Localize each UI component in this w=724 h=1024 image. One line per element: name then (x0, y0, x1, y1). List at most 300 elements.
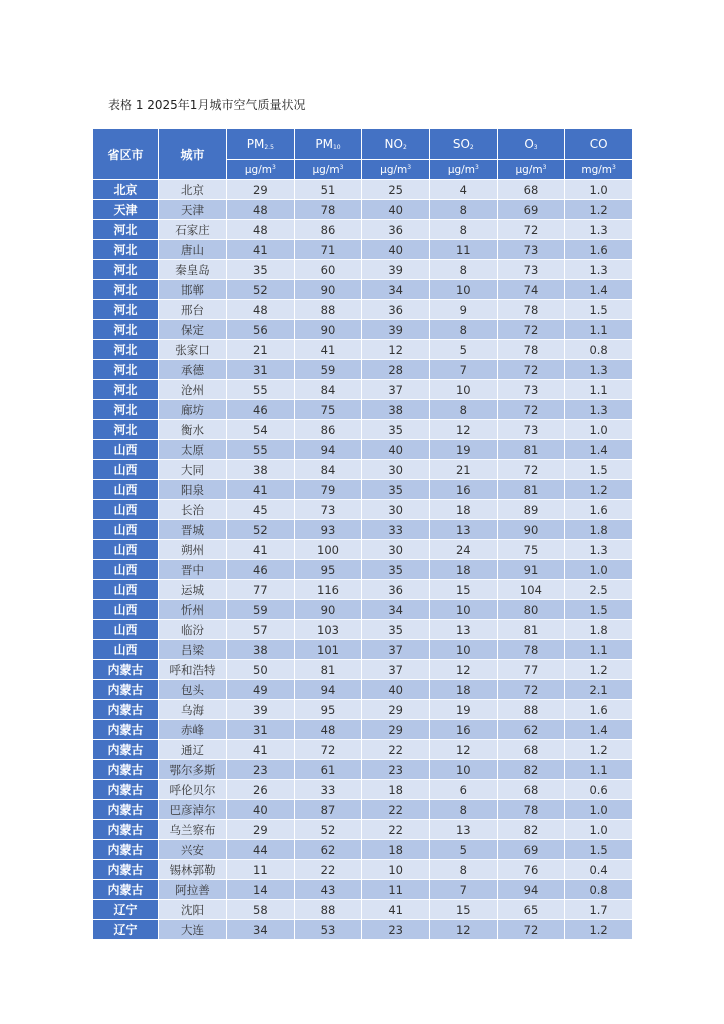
value-cell: 35 (362, 480, 430, 500)
table-row (93, 580, 633, 600)
value-cell: 41 (227, 480, 295, 500)
city-cell: 邢台 (159, 300, 227, 320)
value-cell: 35 (362, 620, 430, 640)
city-cell: 天津 (159, 200, 227, 220)
value-cell: 6 (429, 780, 497, 800)
value-cell: 75 (294, 400, 362, 420)
value-cell: 78 (497, 340, 565, 360)
value-cell: 7 (429, 360, 497, 380)
value-cell: 18 (429, 500, 497, 520)
table-row (93, 220, 633, 240)
value-cell: 1.0 (565, 820, 633, 840)
province-cell: 山西 (93, 560, 159, 580)
value-cell: 38 (227, 640, 295, 660)
value-cell: 1.5 (565, 600, 633, 620)
city-cell: 临汾 (159, 620, 227, 640)
value-cell: 25 (362, 180, 430, 200)
value-cell: 8 (429, 200, 497, 220)
value-cell: 22 (362, 820, 430, 840)
city-cell: 晋城 (159, 520, 227, 540)
value-cell: 10 (429, 640, 497, 660)
value-cell: 43 (294, 880, 362, 900)
value-cell: 82 (497, 820, 565, 840)
value-cell: 5 (429, 340, 497, 360)
city-cell: 兴安 (159, 840, 227, 860)
province-cell: 河北 (93, 220, 159, 240)
table-row (93, 280, 633, 300)
value-cell: 8 (429, 860, 497, 880)
province-cell: 河北 (93, 360, 159, 380)
value-cell: 41 (227, 240, 295, 260)
pollutant-header: $NO_2$ (362, 129, 430, 160)
value-cell: 1.2 (565, 200, 633, 220)
value-cell: 37 (362, 640, 430, 660)
value-cell: 103 (294, 620, 362, 640)
value-cell: 40 (362, 200, 430, 220)
value-cell: 62 (497, 720, 565, 740)
value-cell: 34 (362, 280, 430, 300)
value-cell: 1.5 (565, 840, 633, 860)
province-cell: 河北 (93, 240, 159, 260)
value-cell: 8 (429, 260, 497, 280)
value-cell: 90 (294, 600, 362, 620)
city-cell: 朔州 (159, 540, 227, 560)
value-cell: 79 (294, 480, 362, 500)
value-cell: 74 (497, 280, 565, 300)
province-cell: 内蒙古 (93, 680, 159, 700)
province-cell: 内蒙古 (93, 780, 159, 800)
value-cell: 10 (429, 380, 497, 400)
value-cell: 35 (362, 420, 430, 440)
table-row (93, 920, 633, 940)
value-cell: 94 (294, 440, 362, 460)
value-cell: 10 (429, 280, 497, 300)
value-cell: 33 (362, 520, 430, 540)
table-row (93, 900, 633, 920)
value-cell: 76 (497, 860, 565, 880)
table-row (93, 320, 633, 340)
value-cell: 38 (362, 400, 430, 420)
province-cell: 内蒙古 (93, 860, 159, 880)
value-cell: 100 (294, 540, 362, 560)
value-cell: 61 (294, 760, 362, 780)
value-cell: 75 (497, 540, 565, 560)
province-cell: 山西 (93, 540, 159, 560)
value-cell: 40 (227, 800, 295, 820)
value-cell: 86 (294, 420, 362, 440)
value-cell: 28 (362, 360, 430, 380)
value-cell: 8 (429, 400, 497, 420)
value-cell: 1.5 (565, 300, 633, 320)
province-cell: 内蒙古 (93, 720, 159, 740)
city-cell: 沈阳 (159, 900, 227, 920)
value-cell: 81 (497, 620, 565, 640)
value-cell: 1.3 (565, 400, 633, 420)
air-quality-table (92, 128, 633, 940)
value-cell: 29 (362, 720, 430, 740)
value-cell: 12 (429, 740, 497, 760)
city-cell: 秦皇岛 (159, 260, 227, 280)
value-cell: 53 (294, 920, 362, 940)
value-cell: 41 (227, 740, 295, 760)
pollutant-header: $SO_2$ (429, 129, 497, 160)
value-cell: 48 (227, 220, 295, 240)
value-cell: 0.6 (565, 780, 633, 800)
value-cell: 81 (294, 660, 362, 680)
value-cell: 37 (362, 660, 430, 680)
value-cell: 57 (227, 620, 295, 640)
city-cell: 阿拉善 (159, 880, 227, 900)
value-cell: 1.4 (565, 280, 633, 300)
city-cell: 忻州 (159, 600, 227, 620)
table-row (93, 260, 633, 280)
table-row (93, 340, 633, 360)
value-cell: 9 (429, 300, 497, 320)
pollutant-header: $O_3$ (497, 129, 565, 160)
table-row (93, 600, 633, 620)
province-cell: 山西 (93, 600, 159, 620)
table-row (93, 560, 633, 580)
table-row (93, 680, 633, 700)
city-cell: 晋中 (159, 560, 227, 580)
value-cell: 72 (497, 400, 565, 420)
value-cell: 59 (227, 600, 295, 620)
province-cell: 山西 (93, 460, 159, 480)
value-cell: 46 (227, 400, 295, 420)
city-column-header: 城市 (159, 129, 227, 180)
value-cell: 73 (294, 500, 362, 520)
value-cell: 30 (362, 500, 430, 520)
value-cell: 1.0 (565, 420, 633, 440)
value-cell: 1.3 (565, 220, 633, 240)
table-row (93, 640, 633, 660)
value-cell: 46 (227, 560, 295, 580)
value-cell: 0.8 (565, 880, 633, 900)
value-cell: 1.2 (565, 740, 633, 760)
value-cell: 10 (429, 600, 497, 620)
value-cell: 34 (362, 600, 430, 620)
table-row (93, 300, 633, 320)
value-cell: 87 (294, 800, 362, 820)
value-cell: 31 (227, 720, 295, 740)
value-cell: 1.0 (565, 800, 633, 820)
value-cell: 49 (227, 680, 295, 700)
province-cell: 河北 (93, 400, 159, 420)
city-cell: 大同 (159, 460, 227, 480)
value-cell: 7 (429, 880, 497, 900)
table-row (93, 460, 633, 480)
value-cell: 94 (294, 680, 362, 700)
province-cell: 内蒙古 (93, 800, 159, 820)
value-cell: 1.3 (565, 360, 633, 380)
province-column-header: 省区市 (93, 129, 159, 180)
table-row (93, 740, 633, 760)
province-cell: 山西 (93, 620, 159, 640)
table-row (93, 440, 633, 460)
city-cell: 衡水 (159, 420, 227, 440)
value-cell: 1.2 (565, 660, 633, 680)
value-cell: 23 (362, 920, 430, 940)
province-cell: 辽宁 (93, 900, 159, 920)
city-cell: 沧州 (159, 380, 227, 400)
value-cell: 72 (497, 320, 565, 340)
value-cell: 35 (362, 560, 430, 580)
table-row (93, 180, 633, 200)
value-cell: 48 (227, 300, 295, 320)
value-cell: 1.4 (565, 720, 633, 740)
value-cell: 73 (497, 240, 565, 260)
city-cell: 太原 (159, 440, 227, 460)
value-cell: 13 (429, 820, 497, 840)
value-cell: 52 (294, 820, 362, 840)
value-cell: 88 (294, 300, 362, 320)
value-cell: 90 (497, 520, 565, 540)
value-cell: 30 (362, 460, 430, 480)
city-cell: 包头 (159, 680, 227, 700)
value-cell: 5 (429, 840, 497, 860)
value-cell: 89 (497, 500, 565, 520)
value-cell: 39 (362, 320, 430, 340)
pollutant-header: $PM_{2.5}$ (227, 129, 295, 160)
province-cell: 河北 (93, 340, 159, 360)
value-cell: 90 (294, 280, 362, 300)
value-cell: 116 (294, 580, 362, 600)
value-cell: 10 (429, 760, 497, 780)
province-cell: 山西 (93, 480, 159, 500)
value-cell: 72 (497, 220, 565, 240)
unit-header: $\mu g/m^3$ (362, 160, 430, 180)
value-cell: 51 (294, 180, 362, 200)
table-row (93, 800, 633, 820)
value-cell: 1.2 (565, 920, 633, 940)
city-cell: 运城 (159, 580, 227, 600)
province-cell: 河北 (93, 280, 159, 300)
city-cell: 阳泉 (159, 480, 227, 500)
value-cell: 1.1 (565, 380, 633, 400)
value-cell: 8 (429, 220, 497, 240)
table-row (93, 880, 633, 900)
table-row (93, 200, 633, 220)
value-cell: 81 (497, 440, 565, 460)
value-cell: 41 (362, 900, 430, 920)
city-cell: 长治 (159, 500, 227, 520)
value-cell: 18 (429, 680, 497, 700)
value-cell: 77 (227, 580, 295, 600)
value-cell: 88 (294, 900, 362, 920)
city-cell: 石家庄 (159, 220, 227, 240)
city-cell: 大连 (159, 920, 227, 940)
value-cell: 104 (497, 580, 565, 600)
value-cell: 1.3 (565, 260, 633, 280)
province-cell: 河北 (93, 260, 159, 280)
province-cell: 山西 (93, 580, 159, 600)
value-cell: 8 (429, 800, 497, 820)
value-cell: 86 (294, 220, 362, 240)
value-cell: 12 (429, 660, 497, 680)
value-cell: 38 (227, 460, 295, 480)
value-cell: 11 (227, 860, 295, 880)
value-cell: 56 (227, 320, 295, 340)
province-cell: 内蒙古 (93, 840, 159, 860)
pollutant-header: $PM_{10}$ (294, 129, 362, 160)
value-cell: 29 (227, 820, 295, 840)
value-cell: 1.1 (565, 760, 633, 780)
value-cell: 1.8 (565, 620, 633, 640)
value-cell: 40 (362, 440, 430, 460)
value-cell: 12 (362, 340, 430, 360)
city-cell: 巴彦淖尔 (159, 800, 227, 820)
unit-header: $\mu g/m^3$ (429, 160, 497, 180)
table-row (93, 380, 633, 400)
province-cell: 内蒙古 (93, 760, 159, 780)
value-cell: 13 (429, 620, 497, 640)
value-cell: 48 (227, 200, 295, 220)
value-cell: 10 (362, 860, 430, 880)
value-cell: 36 (362, 220, 430, 240)
value-cell: 73 (497, 380, 565, 400)
value-cell: 68 (497, 180, 565, 200)
value-cell: 1.7 (565, 900, 633, 920)
value-cell: 1.8 (565, 520, 633, 540)
value-cell: 34 (227, 920, 295, 940)
value-cell: 23 (362, 760, 430, 780)
province-cell: 辽宁 (93, 920, 159, 940)
province-cell: 北京 (93, 180, 159, 200)
value-cell: 72 (294, 740, 362, 760)
city-cell: 乌海 (159, 700, 227, 720)
value-cell: 13 (429, 520, 497, 540)
province-cell: 山西 (93, 440, 159, 460)
value-cell: 33 (294, 780, 362, 800)
value-cell: 73 (497, 420, 565, 440)
city-cell: 乌兰察布 (159, 820, 227, 840)
value-cell: 16 (429, 480, 497, 500)
city-cell: 锡林郭勒 (159, 860, 227, 880)
value-cell: 12 (429, 920, 497, 940)
value-cell: 15 (429, 580, 497, 600)
value-cell: 94 (497, 880, 565, 900)
value-cell: 22 (362, 740, 430, 760)
pollutant-header: CO (565, 129, 633, 160)
value-cell: 22 (362, 800, 430, 820)
value-cell: 1.3 (565, 540, 633, 560)
province-cell: 内蒙古 (93, 700, 159, 720)
city-cell: 张家口 (159, 340, 227, 360)
value-cell: 1.6 (565, 700, 633, 720)
value-cell: 101 (294, 640, 362, 660)
value-cell: 91 (497, 560, 565, 580)
value-cell: 36 (362, 300, 430, 320)
value-cell: 29 (227, 180, 295, 200)
table-row (93, 760, 633, 780)
value-cell: 14 (227, 880, 295, 900)
value-cell: 84 (294, 380, 362, 400)
value-cell: 18 (362, 840, 430, 860)
table-row (93, 500, 633, 520)
table-row (93, 620, 633, 640)
table-row (93, 660, 633, 680)
value-cell: 48 (294, 720, 362, 740)
value-cell: 30 (362, 540, 430, 560)
value-cell: 72 (497, 460, 565, 480)
value-cell: 18 (362, 780, 430, 800)
province-cell: 河北 (93, 420, 159, 440)
value-cell: 29 (362, 700, 430, 720)
value-cell: 95 (294, 560, 362, 580)
value-cell: 78 (497, 800, 565, 820)
province-cell: 河北 (93, 320, 159, 340)
value-cell: 12 (429, 420, 497, 440)
value-cell: 55 (227, 380, 295, 400)
table-row (93, 720, 633, 740)
value-cell: 54 (227, 420, 295, 440)
value-cell: 8 (429, 320, 497, 340)
province-cell: 内蒙古 (93, 880, 159, 900)
province-cell: 山西 (93, 500, 159, 520)
value-cell: 80 (497, 600, 565, 620)
value-cell: 40 (362, 240, 430, 260)
value-cell: 58 (227, 900, 295, 920)
value-cell: 41 (227, 540, 295, 560)
city-cell: 呼伦贝尔 (159, 780, 227, 800)
value-cell: 52 (227, 520, 295, 540)
table-row (93, 840, 633, 860)
unit-header: $\mu g/m^3$ (497, 160, 565, 180)
city-cell: 廊坊 (159, 400, 227, 420)
unit-header: $\mu g/m^3$ (227, 160, 295, 180)
value-cell: 40 (362, 680, 430, 700)
value-cell: 60 (294, 260, 362, 280)
value-cell: 82 (497, 760, 565, 780)
value-cell: 2.5 (565, 580, 633, 600)
province-cell: 山西 (93, 520, 159, 540)
value-cell: 1.4 (565, 440, 633, 460)
value-cell: 1.1 (565, 320, 633, 340)
table-row (93, 420, 633, 440)
city-cell: 鄂尔多斯 (159, 760, 227, 780)
value-cell: 52 (227, 280, 295, 300)
city-cell: 北京 (159, 180, 227, 200)
value-cell: 1.5 (565, 460, 633, 480)
value-cell: 31 (227, 360, 295, 380)
value-cell: 55 (227, 440, 295, 460)
value-cell: 81 (497, 480, 565, 500)
value-cell: 78 (497, 640, 565, 660)
table-caption: 表格 1 2025年1月城市空气质量状况 (108, 98, 306, 112)
city-cell: 承德 (159, 360, 227, 380)
province-cell: 河北 (93, 380, 159, 400)
value-cell: 21 (227, 340, 295, 360)
city-cell: 赤峰 (159, 720, 227, 740)
value-cell: 23 (227, 760, 295, 780)
city-cell: 邯郸 (159, 280, 227, 300)
value-cell: 24 (429, 540, 497, 560)
value-cell: 36 (362, 580, 430, 600)
unit-header: $\mu g/m^3$ (294, 160, 362, 180)
value-cell: 77 (497, 660, 565, 680)
value-cell: 88 (497, 700, 565, 720)
value-cell: 1.0 (565, 560, 633, 580)
value-cell: 18 (429, 560, 497, 580)
table-row (93, 400, 633, 420)
value-cell: 65 (497, 900, 565, 920)
value-cell: 44 (227, 840, 295, 860)
value-cell: 69 (497, 200, 565, 220)
value-cell: 39 (362, 260, 430, 280)
value-cell: 78 (497, 300, 565, 320)
value-cell: 68 (497, 780, 565, 800)
province-cell: 山西 (93, 640, 159, 660)
